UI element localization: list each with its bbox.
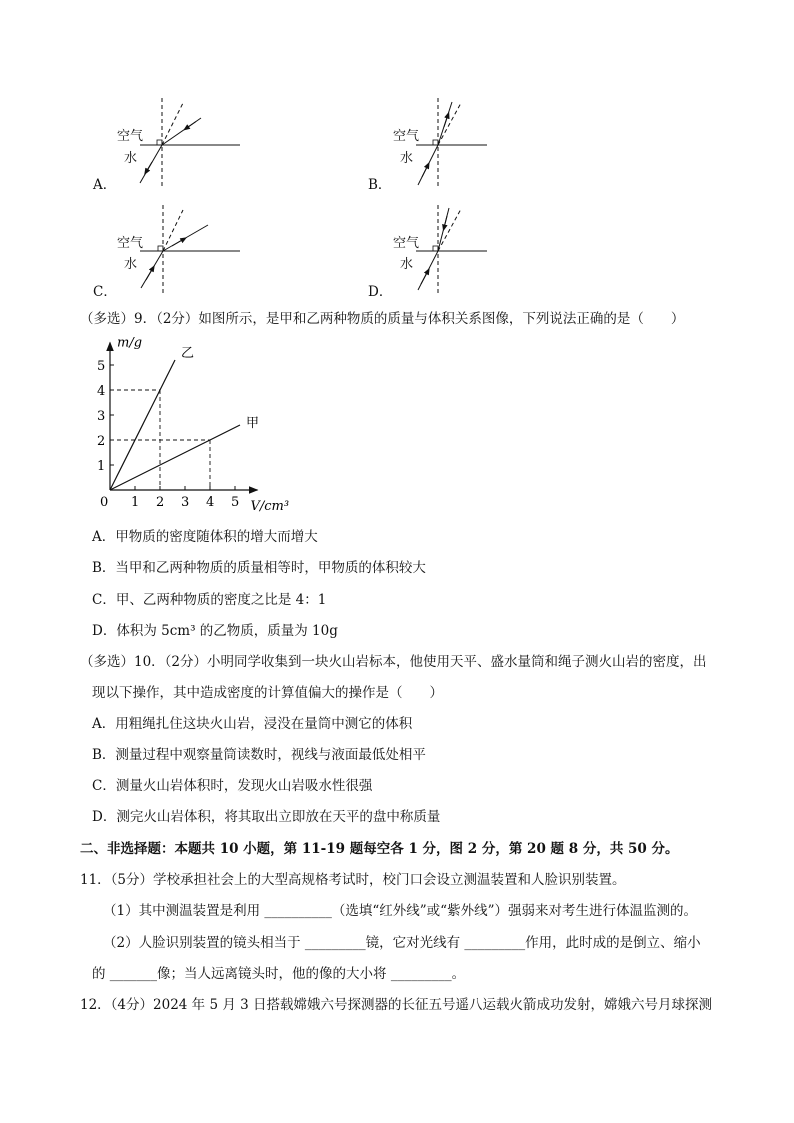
q10-option-c: C．测量火山岩体积时，发现火山岩吸水性很强: [92, 778, 373, 794]
q10-option-a: A．用粗绳扎住这块火山岩，浸没在量筒中测它的体积: [92, 716, 413, 732]
y-tick-label-2: 3: [97, 409, 106, 424]
q11-part2-cont: 的 _______像；当人远离镜头时，他的像的大小将 _________。: [92, 966, 466, 982]
q12-stem: 12．（4分）2024 年 5 月 3 日搭载嫦娥六号探测器的长征五号遥八运载火箭成功发射，嫦娥六号月球探测: [80, 997, 713, 1013]
x-tick-label-1: 1: [131, 495, 140, 510]
x-tick-label-2: 2: [156, 495, 165, 510]
air-label-a: 空气: [117, 129, 144, 144]
x-tick-label-0: 0: [100, 495, 109, 510]
diagram-a: [140, 98, 240, 188]
q9-stem: （多选）9．（2分）如图所示，是甲和乙两种物质的质量与体积关系图像，下列说法正确的是（ ）: [80, 311, 685, 327]
water-label-a: 水: [124, 151, 138, 166]
series-label-0: 乙: [181, 346, 195, 361]
q10-stem-line1: （多选）10．（2分）小明同学收集到一块火山岩标本，他使用天平、盛水量筒和绳子测火山岩的密度，出: [80, 654, 707, 670]
series-line-0: [110, 360, 175, 490]
y-axis-label: m/g: [117, 335, 143, 351]
mass-volume-chart: [80, 335, 320, 520]
air-label-c: 空气: [117, 236, 144, 251]
q11-part2: （2）人脸识别装置的镜头相当于 _________镜，它对光线有 _________作用，此时成的是倒立、缩小: [103, 935, 701, 951]
option-d-label: D．: [368, 284, 393, 300]
q10-option-d: D．测完火山岩体积，将其取出立即放在天平的盘中称质量: [92, 809, 441, 825]
y-tick-label-0: 1: [97, 459, 106, 474]
water-label-b: 水: [400, 151, 414, 166]
x-tick-label-4: 4: [206, 495, 215, 510]
option-a-label: A．: [93, 177, 117, 193]
water-label-d: 水: [400, 257, 414, 272]
diagram-b: [416, 98, 487, 188]
q11-part1: （1）其中测温装置是利用 __________（选填“红外线”或“紫外线”）强弱来对考生进行体温监测的。: [103, 903, 697, 919]
y-tick-label-4: 5: [97, 359, 106, 374]
section-heading: 二、非选择题：本题共 10 小题，第 11-19 题每空各 1 分，图 2 分，第 20 题 8 分，共 50 分。: [80, 841, 679, 857]
y-tick-label-1: 2: [97, 434, 106, 449]
water-label-c: 水: [124, 257, 138, 272]
series-label-1: 甲: [246, 416, 260, 431]
q10-option-b: B．测量过程中观察量筒读数时，视线与液面最低处相平: [92, 747, 426, 763]
diagram-c: [140, 205, 240, 293]
series-line-1: [110, 425, 240, 490]
q9-option-a: A．甲物质的密度随体积的增大而增大: [92, 529, 318, 545]
air-label-b: 空气: [393, 129, 420, 144]
x-axis-label: V/cm³: [250, 499, 290, 514]
q9-option-b: B．当甲和乙两种物质的质量相等时，甲物质的体积较大: [92, 560, 426, 576]
y-tick-label-3: 4: [97, 384, 106, 399]
option-b-label: B．: [368, 177, 392, 193]
air-label-d: 空气: [393, 236, 420, 251]
refraction-diagrams: [0, 0, 794, 310]
q9-option-d: D．体积为 5cm³ 的乙物质，质量为 10g: [92, 623, 338, 639]
q11-stem: 11．（5分）学校承担社会上的大型高规格考试时，校门口会设立测温装置和人脸识别装置。: [80, 872, 626, 888]
option-c-label: C．: [93, 284, 117, 300]
x-tick-label-3: 3: [181, 495, 190, 510]
diagram-d: [416, 205, 487, 293]
q10-stem-line2: 现以下操作，其中造成密度的计算值偏大的操作是（ ）: [92, 685, 443, 701]
q9-option-c: C．甲、乙两种物质的密度之比是 4：1: [92, 592, 327, 608]
x-tick-label-5: 5: [231, 495, 240, 510]
